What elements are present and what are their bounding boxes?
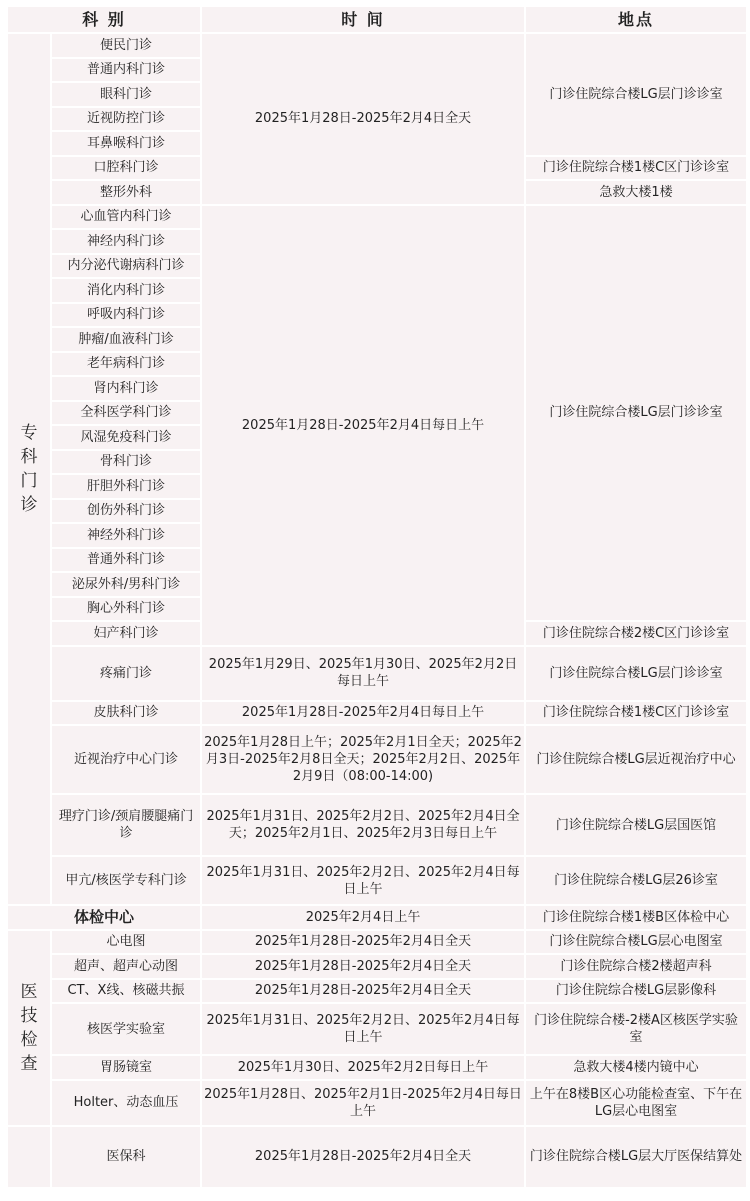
dept-cell: 泌尿外科/男科门诊	[51, 572, 201, 597]
dept-cell: 医保科	[51, 1126, 201, 1188]
dept-cell: 老年病科门诊	[51, 352, 201, 377]
dept-cell: 超声、超声心动图	[51, 954, 201, 979]
table-row	[7, 646, 747, 701]
dept-cell: 风湿免疫科门诊	[51, 425, 201, 450]
dept-cell: 心血管内科门诊	[51, 205, 201, 230]
location-cell: 门诊住院综合楼LG层大厅医保结算处	[525, 1126, 747, 1188]
table-header-row	[7, 6, 747, 33]
dept-cell: 呼吸内科门诊	[51, 303, 201, 328]
dept-cell: 皮肤科门诊	[51, 701, 201, 726]
time-cell: 2025年1月28日-2025年2月4日全天	[201, 33, 525, 205]
dept-cell: 全科医学科门诊	[51, 401, 201, 426]
location-cell: 门诊住院综合楼LG层近视治疗中心	[525, 725, 747, 794]
dept-cell: 便民门诊	[51, 33, 201, 58]
time-cell: 2025年1月28日-2025年2月4日每日上午	[201, 205, 525, 646]
location-cell: 门诊住院综合楼LG层门诊诊室	[525, 205, 747, 622]
dept-cell: 妇产科门诊	[51, 621, 201, 646]
time-cell: 2025年1月30日、2025年2月2日每日上午	[201, 1055, 525, 1080]
table-row	[7, 794, 747, 856]
dept-cell: 甲亢/核医学专科门诊	[51, 856, 201, 905]
dept-cell: 近视治疗中心门诊	[51, 725, 201, 794]
time-cell: 2025年1月28日-2025年2月4日全天	[201, 930, 525, 955]
time-cell: 2025年1月28日、2025年2月1日-2025年2月4日每日上午	[201, 1080, 525, 1126]
table-row	[7, 725, 747, 794]
header-time: 时 间	[201, 6, 525, 33]
location-cell: 门诊住院综合楼LG层国医馆	[525, 794, 747, 856]
dept-cell: 肝胆外科门诊	[51, 474, 201, 499]
dept-cell: 耳鼻喉科门诊	[51, 131, 201, 156]
header-location: 地点	[525, 6, 747, 33]
location-cell: 门诊住院综合楼LG层门诊诊室	[525, 33, 747, 156]
time-cell: 2025年2月4日上午	[201, 905, 525, 930]
table-row	[7, 1126, 747, 1188]
dept-cell: 普通外科门诊	[51, 548, 201, 573]
location-cell: 门诊住院综合楼1楼C区门诊诊室	[525, 701, 747, 726]
dept-cell: 胃肠镜室	[51, 1055, 201, 1080]
dept-cell: 肿瘤/血液科门诊	[51, 327, 201, 352]
dept-cell: 创伤外科门诊	[51, 499, 201, 524]
dept-cell: 核医学实验室	[51, 1003, 201, 1055]
time-cell: 2025年1月29日、2025年1月30日、2025年2月2日每日上午	[201, 646, 525, 701]
dept-cell: CT、X线、核磁共振	[51, 979, 201, 1004]
table-row	[7, 905, 747, 930]
dept-cell: 内分泌代谢病科门诊	[51, 254, 201, 279]
section-label-medtech: 医 技 检 查	[7, 930, 51, 1126]
dept-cell: 理疗门诊/颈肩腰腿痛门诊	[51, 794, 201, 856]
dept-cell: 胸心外科门诊	[51, 597, 201, 622]
dept-cell-exam-center: 体检中心	[7, 905, 201, 930]
dept-cell: 眼科门诊	[51, 82, 201, 107]
location-cell: 门诊住院综合楼2楼C区门诊诊室	[525, 621, 747, 646]
time-cell: 2025年1月31日、2025年2月2日、2025年2月4日每日上午	[201, 1003, 525, 1055]
holiday-schedule-table	[6, 5, 748, 1189]
table-row	[7, 954, 747, 979]
time-cell: 2025年1月28日-2025年2月4日全天	[201, 954, 525, 979]
location-cell: 门诊住院综合楼LG层心电图室	[525, 930, 747, 955]
time-cell: 2025年1月28日-2025年2月4日每日上午	[201, 701, 525, 726]
dept-cell: 神经内科门诊	[51, 229, 201, 254]
time-cell: 2025年1月31日、2025年2月2日、2025年2月4日全天；2025年2月1日、2025年2月3日每日上午	[201, 794, 525, 856]
table-row	[7, 930, 747, 955]
location-cell: 门诊住院综合楼-2楼A区核医学实验室	[525, 1003, 747, 1055]
table-row	[7, 205, 747, 230]
table-row	[7, 856, 747, 905]
dept-cell: 心电图	[51, 930, 201, 955]
location-cell: 上午在8楼B区心功能检查室、下午在LG层心电图室	[525, 1080, 747, 1126]
dept-cell: 肾内科门诊	[51, 376, 201, 401]
blank-section-cell	[7, 1126, 51, 1188]
time-cell: 2025年1月31日、2025年2月2日、2025年2月4日每日上午	[201, 856, 525, 905]
table-row	[7, 1080, 747, 1126]
dept-cell: 普通内科门诊	[51, 58, 201, 83]
location-cell: 门诊住院综合楼1楼C区门诊诊室	[525, 156, 747, 181]
time-cell: 2025年1月28日上午；2025年2月1日全天；2025年2月3日-2025年2月8日全天；2025年2月2日、2025年2月9日（08:00-14:00)	[201, 725, 525, 794]
dept-cell: 口腔科门诊	[51, 156, 201, 181]
table-row	[7, 1055, 747, 1080]
table-row	[7, 701, 747, 726]
header-dept: 科 别	[7, 6, 201, 33]
time-cell: 2025年1月28日-2025年2月4日全天	[201, 1126, 525, 1188]
location-cell: 门诊住院综合楼LG层26诊室	[525, 856, 747, 905]
table-row	[7, 33, 747, 58]
location-cell: 门诊住院综合楼LG层影像科	[525, 979, 747, 1004]
location-cell: 门诊住院综合楼LG层门诊诊室	[525, 646, 747, 701]
location-cell: 门诊住院综合楼2楼超声科	[525, 954, 747, 979]
location-cell: 门诊住院综合楼1楼B区体检中心	[525, 905, 747, 930]
dept-cell: Holter、动态血压	[51, 1080, 201, 1126]
table-row	[7, 979, 747, 1004]
location-cell: 急救大楼1楼	[525, 180, 747, 205]
section-label-specialist: 专 科 门 诊	[7, 33, 51, 905]
dept-cell: 骨科门诊	[51, 450, 201, 475]
table-row	[7, 1003, 747, 1055]
dept-cell: 消化内科门诊	[51, 278, 201, 303]
dept-cell: 近视防控门诊	[51, 107, 201, 132]
location-cell: 急救大楼4楼内镜中心	[525, 1055, 747, 1080]
time-cell: 2025年1月28日-2025年2月4日全天	[201, 979, 525, 1004]
dept-cell: 整形外科	[51, 180, 201, 205]
dept-cell: 疼痛门诊	[51, 646, 201, 701]
dept-cell: 神经外科门诊	[51, 523, 201, 548]
